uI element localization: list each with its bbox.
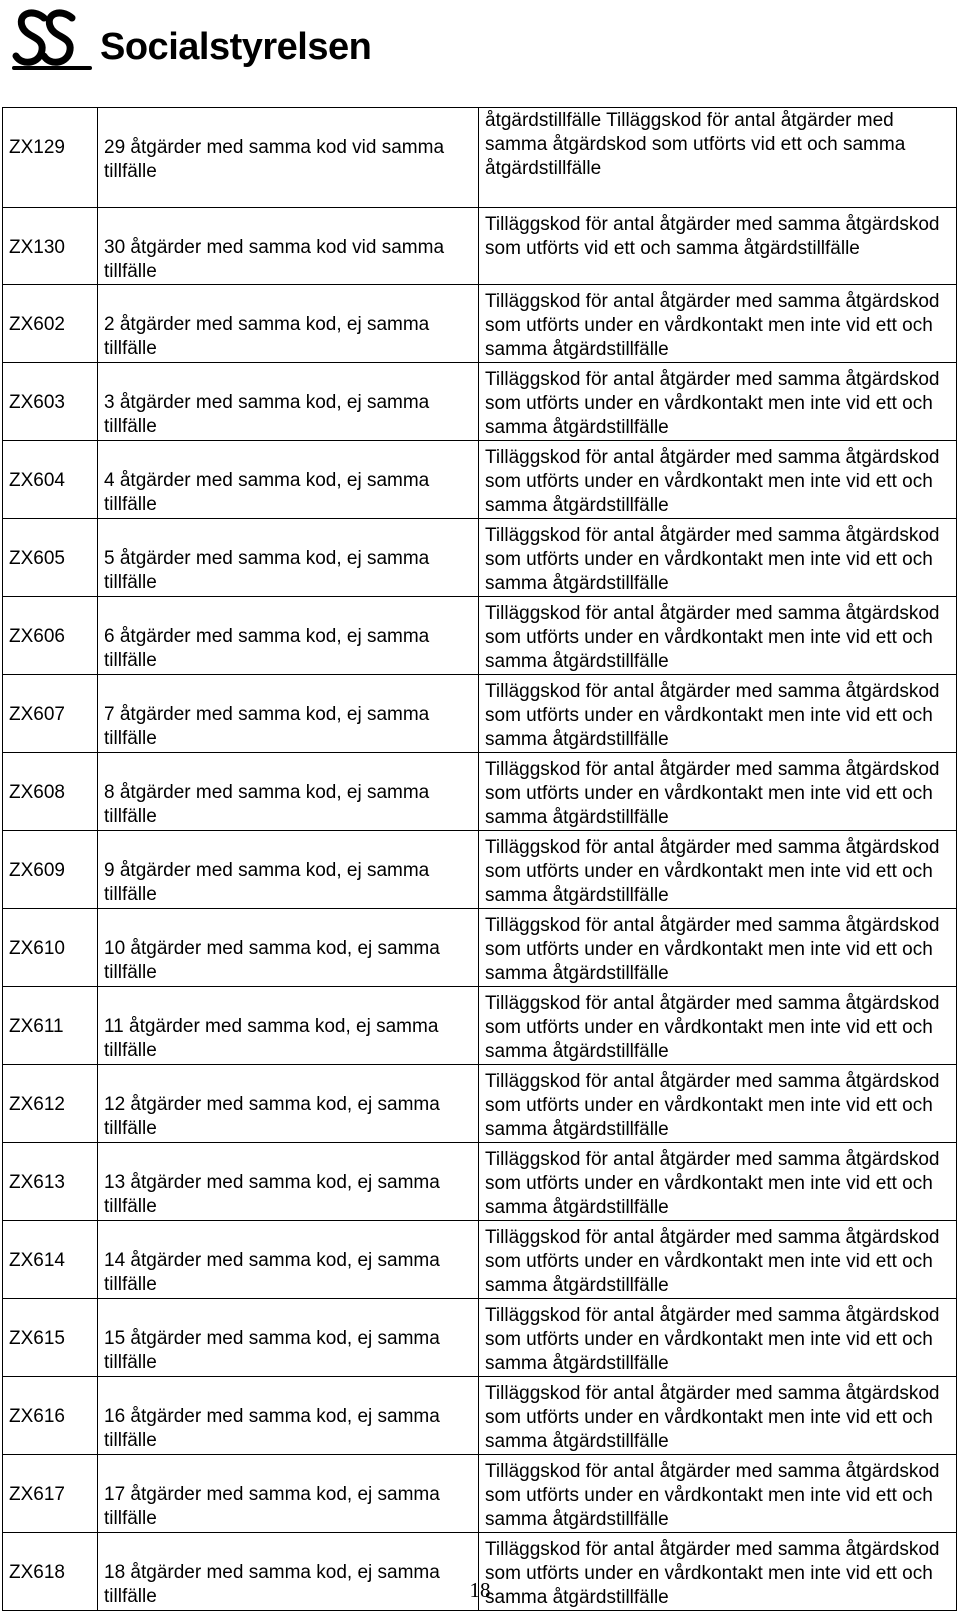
short-text-cell: 18 åtgärder med samma kod, ej samma tillfälle [98, 1533, 479, 1611]
code-cell: ZX607 [3, 675, 98, 753]
short-text-cell: 12 åtgärder med samma kod, ej samma tillfälle [98, 1065, 479, 1143]
table-row [3, 675, 957, 753]
table-row [3, 363, 957, 441]
short-text-cell: 17 åtgärder med samma kod, ej samma tillfälle [98, 1455, 479, 1533]
table-row [3, 441, 957, 519]
description-cell: Tilläggskod för antal åtgärder med samma åtgärdskod som utförts under en vårdkontakt men inte vid ett och samma åtgärdstillfälle [479, 675, 957, 753]
description-cell: Tilläggskod för antal åtgärder med samma åtgärdskod som utförts under en vårdkontakt men inte vid ett och samma åtgärdstillfälle [479, 1455, 957, 1533]
code-cell: ZX130 [3, 208, 98, 285]
code-cell: ZX612 [3, 1065, 98, 1143]
description-cell: Tilläggskod för antal åtgärder med samma åtgärdskod som utförts under en vårdkontakt men inte vid ett och samma åtgärdstillfälle [479, 1533, 957, 1611]
description-cell: Tilläggskod för antal åtgärder med samma åtgärdskod som utförts under en vårdkontakt men inte vid ett och samma åtgärdstillfälle [479, 1143, 957, 1221]
code-cell: ZX602 [3, 285, 98, 363]
table-row [3, 1065, 957, 1143]
socialstyrelsen-emblem-icon [10, 6, 94, 74]
code-cell: ZX606 [3, 597, 98, 675]
short-text-cell: 7 åtgärder med samma kod, ej samma tillfälle [98, 675, 479, 753]
description-cell: åtgärdstillfälle Tilläggskod för antal åtgärder med samma åtgärdskod som utförts vid ett och samma åtgärdstillfälle [479, 108, 957, 208]
logo [10, 4, 371, 76]
short-text-cell: 16 åtgärder med samma kod, ej samma tillfälle [98, 1377, 479, 1455]
description-cell: Tilläggskod för antal åtgärder med samma åtgärdskod som utförts under en vårdkontakt men inte vid ett och samma åtgärdstillfälle [479, 1377, 957, 1455]
logo-wordmark: Socialstyrelsen [100, 25, 372, 68]
short-text-cell: 5 åtgärder med samma kod, ej samma tillfälle [98, 519, 479, 597]
description-cell: Tilläggskod för antal åtgärder med samma åtgärdskod som utförts vid ett och samma åtgärdstillfälle [479, 208, 957, 285]
table-row [3, 519, 957, 597]
table-row [3, 208, 957, 285]
description-cell: Tilläggskod för antal åtgärder med samma åtgärdskod som utförts under en vårdkontakt men inte vid ett och samma åtgärdstillfälle [479, 831, 957, 909]
description-cell: Tilläggskod för antal åtgärder med samma åtgärdskod som utförts under en vårdkontakt men inte vid ett och samma åtgärdstillfälle [479, 1221, 957, 1299]
table-row [3, 108, 957, 208]
description-cell: Tilläggskod för antal åtgärder med samma åtgärdskod som utförts under en vårdkontakt men inte vid ett och samma åtgärdstillfälle [479, 363, 957, 441]
table-row [3, 909, 957, 987]
code-cell: ZX129 [3, 108, 98, 208]
short-text-cell: 4 åtgärder med samma kod, ej samma tillfälle [98, 441, 479, 519]
description-cell: Tilläggskod för antal åtgärder med samma åtgärdskod som utförts under en vårdkontakt men inte vid ett och samma åtgärdstillfälle [479, 519, 957, 597]
table-row [3, 987, 957, 1065]
short-text-cell: 13 åtgärder med samma kod, ej samma tillfälle [98, 1143, 479, 1221]
short-text-cell: 2 åtgärder med samma kod, ej samma tillfälle [98, 285, 479, 363]
code-cell: ZX605 [3, 519, 98, 597]
table-row [3, 831, 957, 909]
short-text-cell: 6 åtgärder med samma kod, ej samma tillfälle [98, 597, 479, 675]
code-cell: ZX609 [3, 831, 98, 909]
code-cell: ZX617 [3, 1455, 98, 1533]
short-text-cell: 15 åtgärder med samma kod, ej samma tillfälle [98, 1299, 479, 1377]
table-row [3, 1455, 957, 1533]
code-table [2, 107, 957, 1611]
code-cell: ZX604 [3, 441, 98, 519]
code-cell: ZX613 [3, 1143, 98, 1221]
short-text-cell: 11 åtgärder med samma kod, ej samma tillfälle [98, 987, 479, 1065]
code-cell: ZX614 [3, 1221, 98, 1299]
table-row [3, 1221, 957, 1299]
description-cell: Tilläggskod för antal åtgärder med samma åtgärdskod som utförts under en vårdkontakt men inte vid ett och samma åtgärdstillfälle [479, 285, 957, 363]
code-table-body [3, 108, 957, 1611]
description-cell: Tilläggskod för antal åtgärder med samma åtgärdskod som utförts under en vårdkontakt men inte vid ett och samma åtgärdstillfälle [479, 753, 957, 831]
table-row [3, 753, 957, 831]
table-row [3, 1143, 957, 1221]
short-text-cell: 9 åtgärder med samma kod, ej samma tillfälle [98, 831, 479, 909]
table-row [3, 285, 957, 363]
description-cell: Tilläggskod för antal åtgärder med samma åtgärdskod som utförts under en vårdkontakt men inte vid ett och samma åtgärdstillfälle [479, 1065, 957, 1143]
code-cell: ZX616 [3, 1377, 98, 1455]
code-cell: ZX608 [3, 753, 98, 831]
table-row [3, 1299, 957, 1377]
table-row [3, 597, 957, 675]
short-text-cell: 10 åtgärder med samma kod, ej samma tillfälle [98, 909, 479, 987]
short-text-cell: 3 åtgärder med samma kod, ej samma tillfälle [98, 363, 479, 441]
short-text-cell: 30 åtgärder med samma kod vid samma tillfälle [98, 208, 479, 285]
description-cell: Tilläggskod för antal åtgärder med samma åtgärdskod som utförts under en vårdkontakt men inte vid ett och samma åtgärdstillfälle [479, 597, 957, 675]
description-cell: Tilläggskod för antal åtgärder med samma åtgärdskod som utförts under en vårdkontakt men inte vid ett och samma åtgärdstillfälle [479, 987, 957, 1065]
short-text-cell: 29 åtgärder med samma kod vid samma tillfälle [98, 108, 479, 208]
description-cell: Tilläggskod för antal åtgärder med samma åtgärdskod som utförts under en vårdkontakt men inte vid ett och samma åtgärdstillfälle [479, 441, 957, 519]
code-cell: ZX603 [3, 363, 98, 441]
code-cell: ZX618 [3, 1533, 98, 1611]
short-text-cell: 8 åtgärder med samma kod, ej samma tillfälle [98, 753, 479, 831]
code-cell: ZX615 [3, 1299, 98, 1377]
page-number: 18 [469, 1578, 491, 1602]
short-text-cell: 14 åtgärder med samma kod, ej samma tillfälle [98, 1221, 479, 1299]
code-cell: ZX611 [3, 987, 98, 1065]
code-cell: ZX610 [3, 909, 98, 987]
table-row [3, 1377, 957, 1455]
description-cell: Tilläggskod för antal åtgärder med samma åtgärdskod som utförts under en vårdkontakt men inte vid ett och samma åtgärdstillfälle [479, 1299, 957, 1377]
description-cell: Tilläggskod för antal åtgärder med samma åtgärdskod som utförts under en vårdkontakt men inte vid ett och samma åtgärdstillfälle [479, 909, 957, 987]
